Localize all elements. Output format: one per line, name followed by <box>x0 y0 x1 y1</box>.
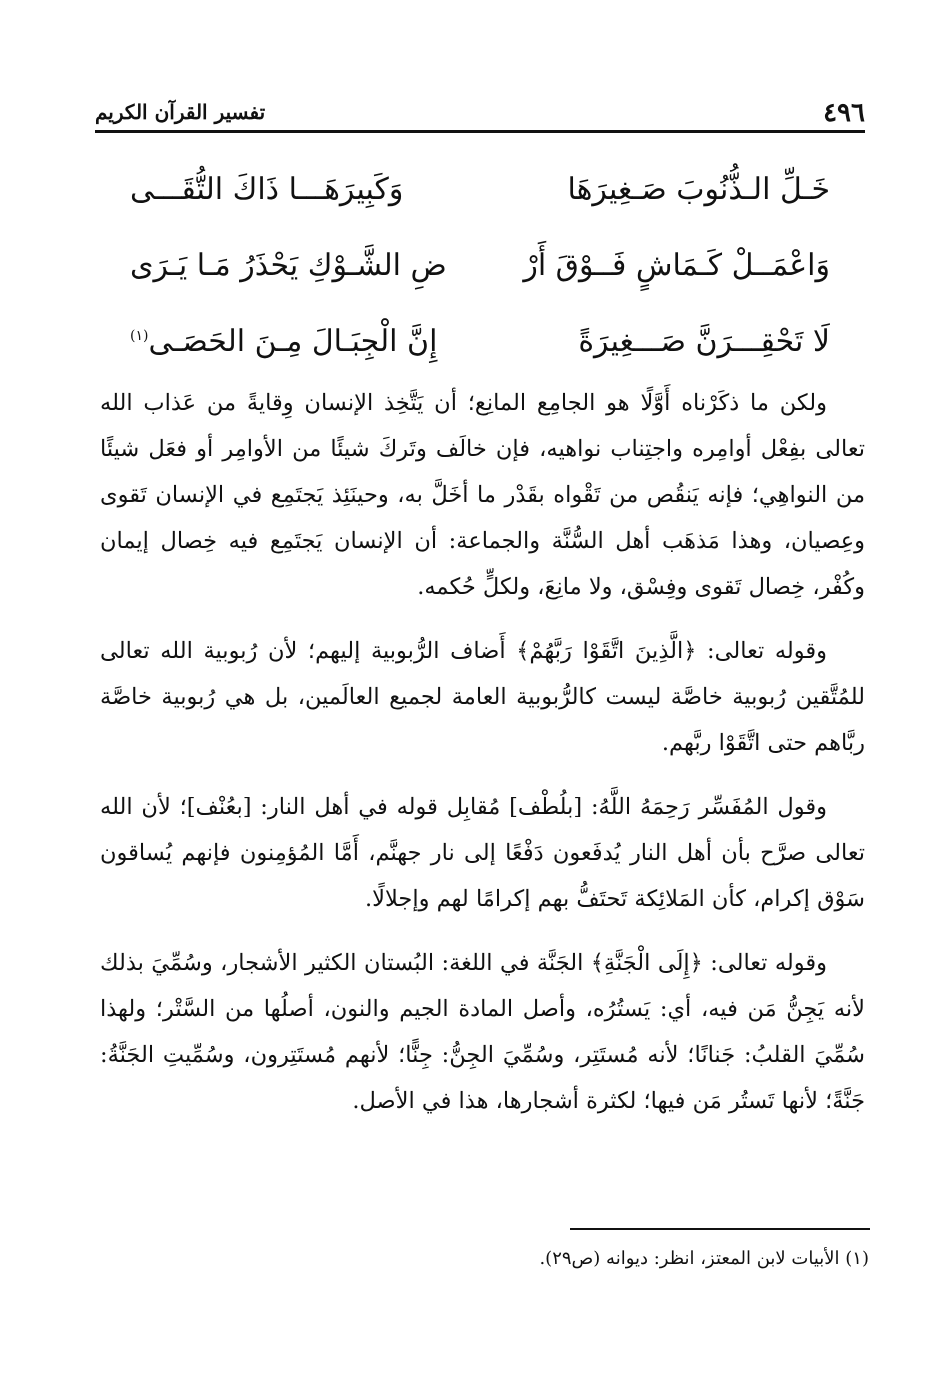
verse-first-hemistich: لَا تَحْقِـــرَنَّ صَـــغِيرَةً <box>578 324 830 359</box>
page-number: ٤٩٦ <box>823 98 865 128</box>
verse-second-hemistich: ضِ الشَّـوْكِ يَحْذَرُ مَـا يَـرَى <box>130 248 447 283</box>
footnote: (١) الأبيات لابن المعتز، انظر: ديوانه (ص٢٩). <box>539 1248 869 1269</box>
footnote-divider <box>570 1228 870 1230</box>
book-title: تفسير القرآن الكريم <box>95 100 266 124</box>
verse-line <box>130 248 830 324</box>
paragraph: وقول المُفَسِّر رَحِمَهُ اللَّهُ: [بلُطْف] مُقابِل قوله في أهل النار: [بعُنْف]؛ لأن الله تعالى صرَّح بأن أهل النار يُدفَعون دَفْعًا إلى نار جهنَّم، أَمَّا المُؤمِنون فإنهم يُساقون سَوْق إكرام، كأن المَلائِكة تَحتَفُّ بهم إكرامًا لهم وإجلالًا. <box>100 794 865 912</box>
poem <box>130 172 830 400</box>
verse-second-hemistich: إِنَّ الْجِبَـالَ مِـنَ الحَصَـى <box>148 324 438 359</box>
verse-first-hemistich: وَاعْمَــلْ كَـمَاشٍ فَــوْقَ أَرْ <box>523 248 830 283</box>
paragraph: وقوله تعالى: ﴿الَّذِينَ اتَّقَوْا رَبَّهُمْ﴾ أَضاف الرُّبوبية إليهم؛ لأن رُبوبية الله تعالى للمُتَّقين رُبوبية خاصَّة ليست كالرُّبوبية العامة لجميع العالَمين، بل هي رُبوبية خاصَّة ربَّاهم حتى اتَّقَوْا ربَّهم. <box>100 638 865 756</box>
verse-line <box>130 172 830 248</box>
footnote-reference: (١) <box>130 328 149 344</box>
verse-first-hemistich: خَـلِّ الـذُّنُوبَ صَـغِيرَهَا <box>567 172 830 207</box>
body-text <box>100 380 865 1142</box>
page-header <box>95 96 865 133</box>
paragraph: ولكن ما ذكَرْناه أَوَّلًا هو الجامِع المانِع؛ أن يَتَّخِذ الإنسان وِقايةً من عَذاب الله تعالى بفِعْل أوامِره واجتِناب نواهيه، فإن خالَف وتَركَ شيئًا من الأوامِر أو فعَل شيئًا من النواهِي؛ فإنه يَنقُص من تَقْواه بقَدْر ما أخَلَّ به، وحينَئِذ يَجتَمِع في الإنسان تَقوى وعِصيان، وهذا مَذهَب أهل السُّنَّة والجماعة: أن الإنسان يَجتَمِع فيه خِصال إيمان وكُفْر، خِصال تَقوى وفِسْق، ولا مانِعَ، ولكلٍّ حُكمه. <box>100 390 865 600</box>
paragraph: وقوله تعالى: ﴿إِلَى الْجَنَّةِ﴾ الجَنَّة في اللغة: البُستان الكثير الأشجار، وسُمِّيَ بذلك لأنه يَجِنُّ مَن فيه، أي: يَستُرُه، وأصل المادة الجيم والنون، أصلُها من السَّتْر؛ ولهذا سُمِّيَ القلبُ: جَنانًا؛ لأنه مُستَتِر، وسُمِّيَ الجِنُّ: جِنًّا؛ لأنهم مُستَتِرون، وسُمِّيتِ الجَنَّةُ: جَنَّةً؛ لأنها تَستُر مَن فيها؛ لكثرة أشجارها، هذا في الأصل. <box>100 950 865 1114</box>
verse-second-hemistich: وَكَبِيرَهَـــا ذَاكَ التُّقَـــى <box>130 172 404 207</box>
